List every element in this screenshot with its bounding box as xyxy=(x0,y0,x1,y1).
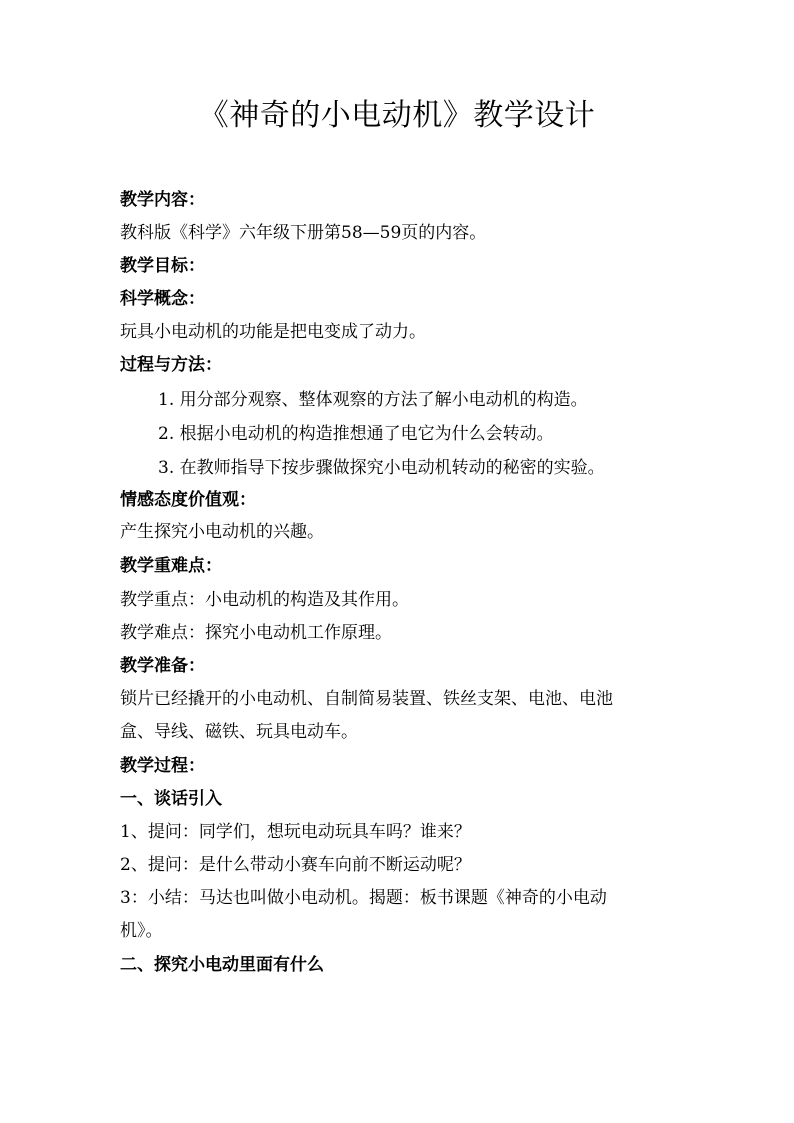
text-step-3-line-2: 机》。 xyxy=(120,921,163,941)
heading-teaching-process: 教学过程： xyxy=(120,756,205,776)
heading-teaching-preparation: 教学准备： xyxy=(120,656,205,676)
text-science-concept: 玩具小电动机的功能是把电变成了动力。 xyxy=(120,322,426,342)
text-textbook-pages: 教科版《科学》六年级下册第58—59页的内容。 xyxy=(120,223,487,243)
text-key-point: 教学重点：小电动机的构造及其作用。 xyxy=(120,590,409,610)
text-step-1: 1、提问：同学们，想玩电动玩具车吗？谁来？ xyxy=(120,822,471,842)
document-title: 《神奇的小电动机》教学设计 xyxy=(198,98,596,133)
section-heading-introduction: 一、谈话引入 xyxy=(120,789,222,809)
list-item-method-1: 1. 用分部分观察、整体观察的方法了解小电动机的构造。 xyxy=(158,390,588,410)
heading-teaching-content: 教学内容： xyxy=(120,190,205,210)
heading-process-methods: 过程与方法： xyxy=(120,355,222,375)
text-preparation-line-1: 锁片已经撬开的小电动机、自制简易装置、铁丝支架、电池、电池 xyxy=(120,689,613,709)
text-step-2: 2、提问：是什么带动小赛车向前不断运动呢？ xyxy=(120,855,471,875)
list-item-method-2: 2. 根据小电动机的构造推想通了电它为什么会转动。 xyxy=(158,424,554,444)
text-step-3-line-1: 3：小结：马达也叫做小电动机。揭题：板书课题《神奇的小电动 xyxy=(120,888,607,908)
list-item-method-3: 3. 在教师指导下按步骤做探究小电动机转动的秘密的实验。 xyxy=(158,458,605,478)
text-preparation-line-2: 盒、导线、磁铁、玩具电动车。 xyxy=(120,722,358,742)
text-difficult-point: 教学难点：探究小电动机工作原理。 xyxy=(120,623,392,643)
heading-attitude-values: 情感态度价值观： xyxy=(120,490,256,510)
heading-teaching-goals: 教学目标： xyxy=(120,256,205,276)
section-heading-explore: 二、探究小电动里面有什么 xyxy=(120,955,324,975)
heading-science-concept: 科学概念： xyxy=(120,289,205,309)
heading-key-difficult-points: 教学重难点： xyxy=(120,556,222,576)
text-attitude-values: 产生探究小电动机的兴趣。 xyxy=(120,522,324,542)
